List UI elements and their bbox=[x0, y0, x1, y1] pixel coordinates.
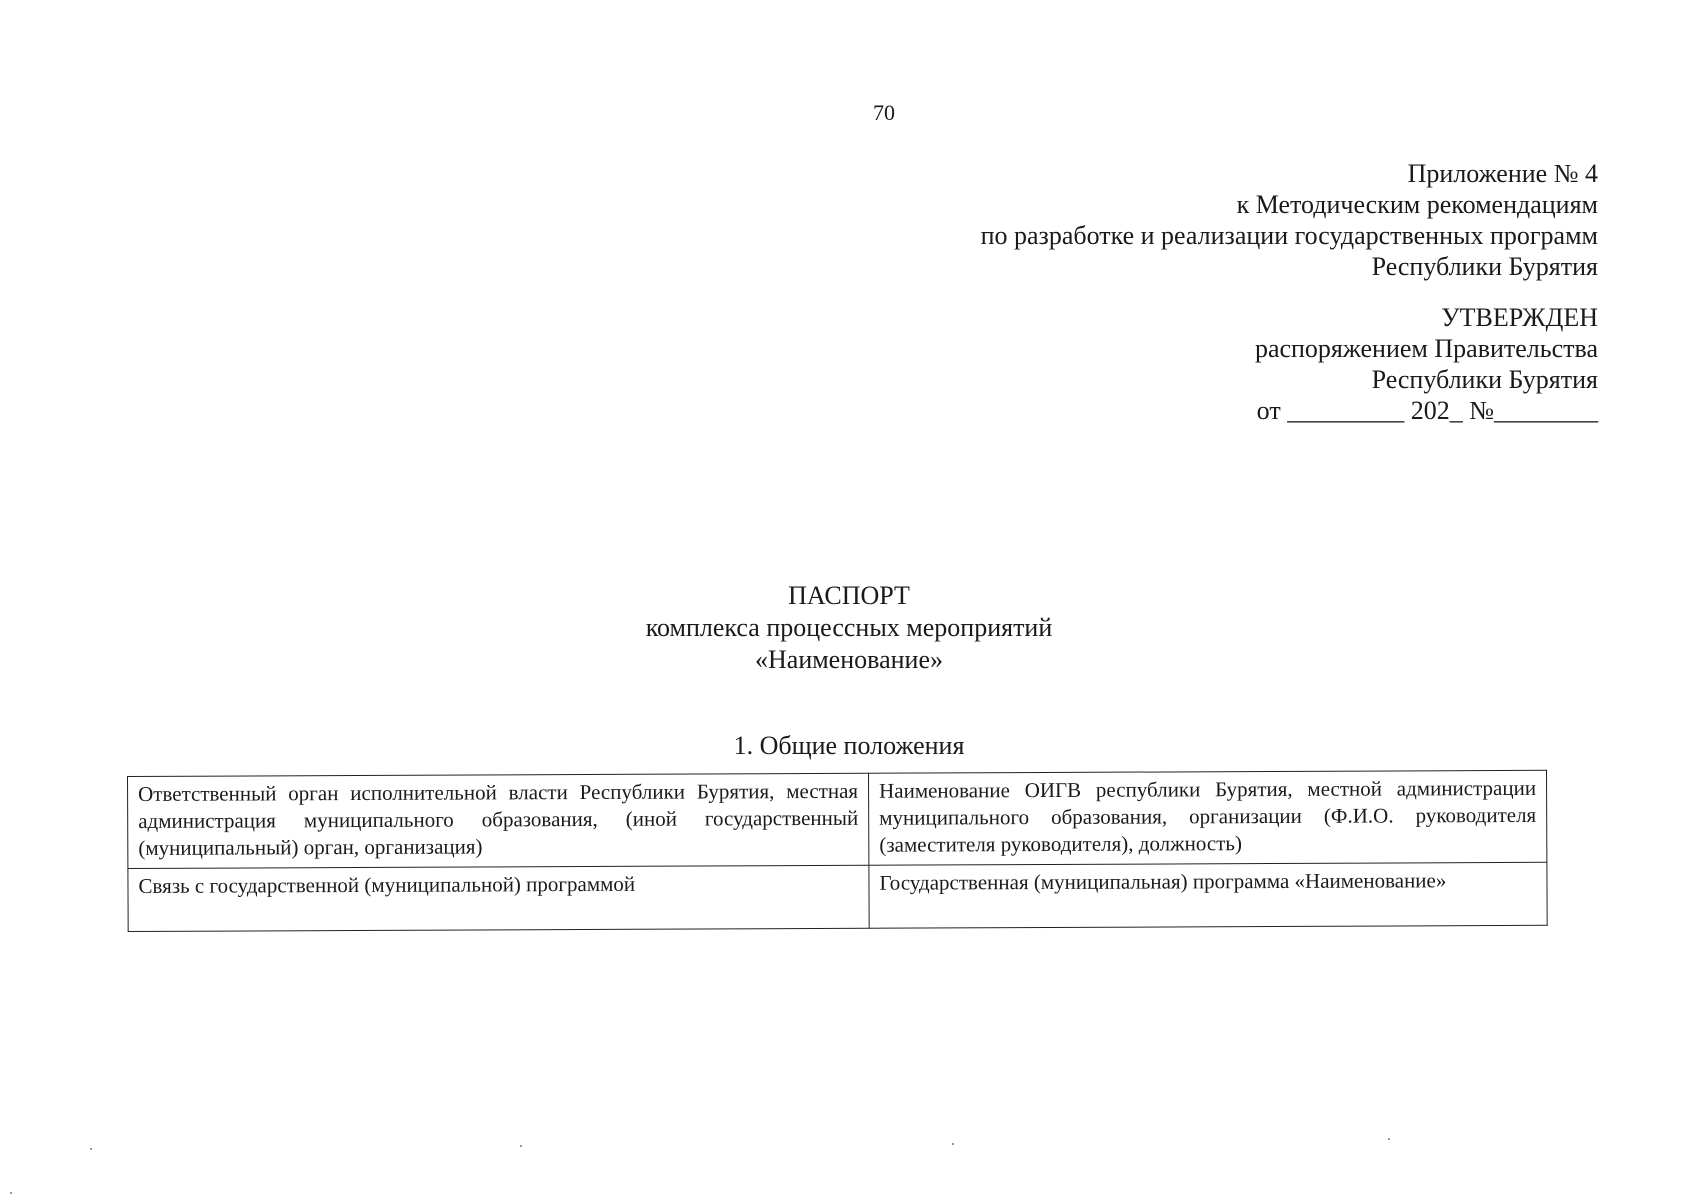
page-number: 70 bbox=[873, 100, 895, 125]
scan-speck bbox=[952, 1143, 954, 1145]
general-provisions-table bbox=[127, 770, 1548, 932]
passport-name: «Наименование» bbox=[755, 645, 943, 674]
appendix-reference: к Методическим рекомендациям bbox=[1236, 190, 1598, 219]
approval-title: УТВЕРЖДЕН bbox=[1441, 303, 1598, 332]
approval-authority: распоряжением Правительства bbox=[1254, 334, 1598, 363]
appendix-number: Приложение № 4 bbox=[1407, 159, 1598, 188]
appendix-region: Республики Бурятия bbox=[1371, 252, 1598, 281]
appendix-reference-subject: по разработке и реализации государственных программ bbox=[980, 221, 1598, 250]
appendix-header bbox=[981, 158, 1598, 282]
passport-subtitle: комплекса процессных мероприятий bbox=[645, 613, 1053, 642]
approval-region: Республики Бурятия bbox=[1371, 365, 1598, 394]
table-row bbox=[128, 862, 1547, 931]
scan-speck bbox=[10, 1192, 12, 1194]
table-cell-value: Наименование ОИГВ республики Бурятия, местной администрации муниципального образования, организации (Ф.И.О. руководителя (заместителя руководителя), должность) bbox=[868, 770, 1546, 865]
scan-speck bbox=[520, 1145, 522, 1147]
table-cell-label: Связь с государственной (муниципальной) программой bbox=[128, 865, 869, 931]
scan-speck bbox=[1388, 1138, 1390, 1140]
passport-heading bbox=[0, 580, 1698, 676]
table-cell-label: Ответственный орган исполнительной власти Республики Бурятия, местная администрация муниципального образования, (иной государственный (муниципальный) орган, организация) bbox=[128, 773, 869, 868]
section-title: 1. Общие положения bbox=[733, 731, 965, 760]
approval-date-line: от _________ 202_ №________ bbox=[1256, 396, 1598, 425]
table-row bbox=[128, 770, 1547, 868]
table-cell-value: Государственная (муниципальная) программа «Наименование» bbox=[869, 862, 1547, 928]
scan-speck bbox=[90, 1148, 92, 1150]
approval-stamp bbox=[1255, 302, 1598, 426]
passport-title: ПАСПОРТ bbox=[788, 581, 910, 610]
